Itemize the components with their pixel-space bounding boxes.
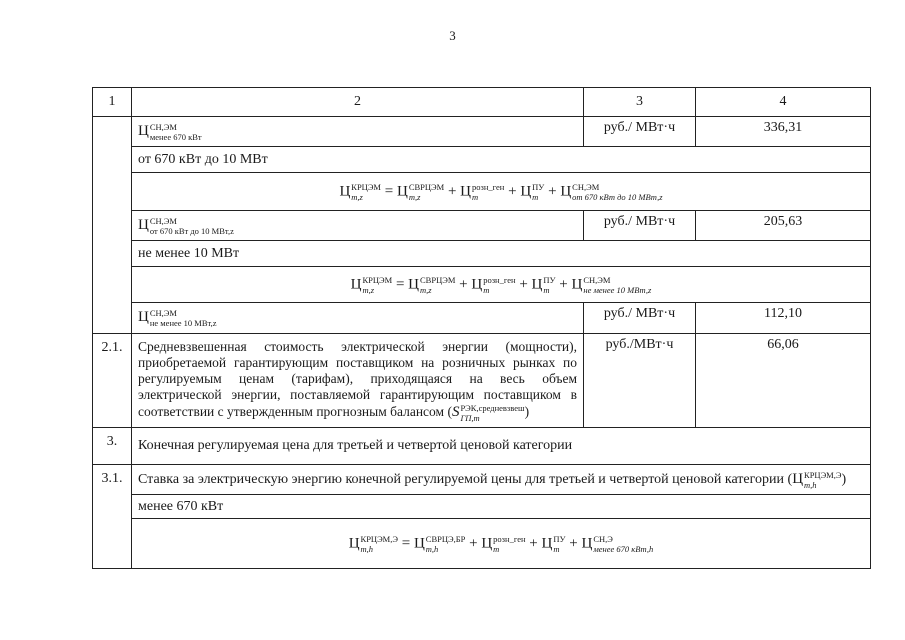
row-number: 3.1. (93, 465, 132, 569)
label-cell: Ц СН,ЭМ менее 670 кВт (132, 117, 584, 147)
header-row (93, 88, 871, 117)
table-row (93, 211, 871, 241)
tariff-table (92, 87, 871, 569)
page-number: 3 (449, 28, 456, 43)
formula: Ц КРЦЭМ,Э m,h = Ц СВРЦЭ,БР m,h + Ц розн_ген m + Ц ПУ m + Ц СН,Э менее 670 кВт,h (132, 519, 871, 569)
value-cell: 205,63 (696, 211, 871, 241)
header-col-3: 3 (584, 88, 696, 117)
subsection-label: менее 670 кВт (132, 495, 871, 519)
unit-cell: руб./ МВт·ч (584, 303, 696, 334)
section-label: Ставка за электрическую энергию конечной регулируемой цены для третьей и четвертой ценовой категории (Ц КРЦЭМ,Э m,h ) (132, 465, 871, 495)
formula-row (93, 267, 871, 303)
subsection-label: не менее 10 МВт (132, 241, 871, 267)
header-col-4: 4 (696, 88, 871, 117)
label-cell: Ц СН,ЭМ не менее 10 МВт,z (132, 303, 584, 334)
formula-row (93, 519, 871, 569)
table-row (93, 117, 871, 147)
table-row (93, 465, 871, 495)
value-cell: 66,06 (696, 334, 871, 428)
row-number-cell (93, 117, 132, 334)
header-col-2: 2 (132, 88, 584, 117)
formula: Ц КРЦЭМ m,z = Ц СВРЦЭМ m,z + Ц розн_ген m + Ц ПУ m + Ц СН,ЭМ не менее 10 МВт,z (132, 267, 871, 303)
table-row (93, 334, 871, 428)
table-row (93, 303, 871, 334)
description-cell: Средневзвешенная стоимость электрической энергии (мощности), приобретаемой гарантирующим поставщиком на розничных рынках по регулируемым ценам (тарифам), приходящаяся на весь объем электрической энергии, поставляемой гарантирующим поставщиком в соответствии с утвержденным прогнозным балансом (S РЭК,средневзвеш ГП,m ) (132, 334, 584, 428)
subsection-label: от 670 кВт до 10 МВт (132, 147, 871, 173)
header-col-1: 1 (93, 88, 132, 117)
formula-row (93, 173, 871, 211)
unit-cell: руб./ МВт·ч (584, 211, 696, 241)
table-row (93, 495, 871, 519)
row-number: 2.1. (93, 334, 132, 428)
label-cell: Ц СН,ЭМ от 670 кВт до 10 МВт,z (132, 211, 584, 241)
unit-cell: руб./МВт·ч (584, 334, 696, 428)
table-row (93, 241, 871, 267)
unit-cell: руб./ МВт·ч (584, 117, 696, 147)
section-label: Конечная регулируемая цена для третьей и четвертой ценовой категории (132, 428, 871, 465)
table-row (93, 147, 871, 173)
value-cell: 336,31 (696, 117, 871, 147)
formula: Ц КРЦЭМ m,z = Ц СВРЦЭМ m,z + Ц розн_ген m + Ц ПУ m + Ц СН,ЭМ от 670 кВт до 10 МВт,z (132, 173, 871, 211)
row-number: 3. (93, 428, 132, 465)
table-row (93, 428, 871, 465)
value-cell: 112,10 (696, 303, 871, 334)
